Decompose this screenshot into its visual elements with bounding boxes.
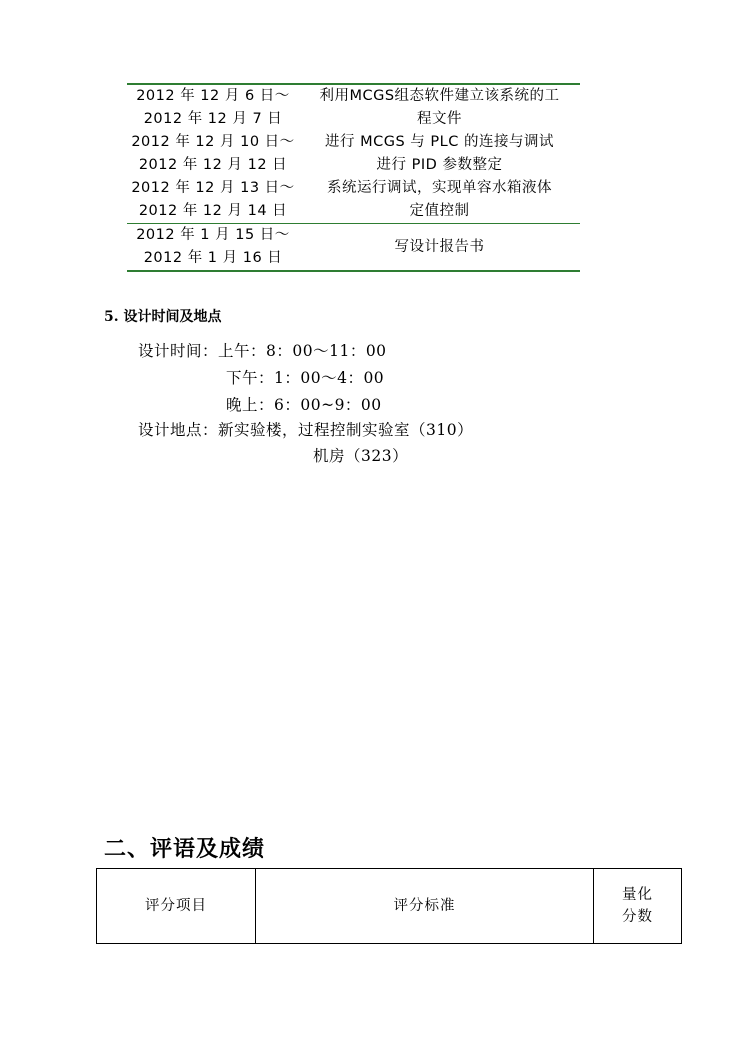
task-line: 利用MCGS组态软件建立该系统的工 bbox=[319, 88, 560, 104]
schedule-row bbox=[127, 84, 580, 131]
task-line: 系统运行调试，实现单容水箱液体 bbox=[327, 180, 552, 196]
grading-header-row bbox=[97, 869, 682, 944]
schedule-date-cell bbox=[127, 131, 299, 177]
grading-table bbox=[96, 868, 682, 944]
time-morning: 上午：8：00～11：00 bbox=[218, 342, 387, 360]
time-label: 设计时间： bbox=[138, 342, 219, 360]
time-evening: 晚上：6：00~9：00 bbox=[226, 396, 382, 414]
design-place-line bbox=[138, 418, 473, 440]
task-line: 程文件 bbox=[417, 111, 462, 127]
schedule-date-cell bbox=[127, 84, 299, 131]
schedule-row bbox=[127, 131, 580, 177]
schedule-row bbox=[127, 177, 580, 224]
date-start: 2012 年 12 月 6 日～ bbox=[136, 88, 290, 104]
schedule-table bbox=[127, 83, 580, 272]
date-start: 2012 年 12 月 10 日～ bbox=[131, 134, 295, 150]
task-line: 进行 MCGS 与 PLC 的连接与调试 bbox=[325, 134, 554, 150]
schedule-row bbox=[127, 224, 580, 272]
date-end: 2012 年 12 月 12 日 bbox=[138, 157, 288, 173]
design-time-line bbox=[138, 339, 387, 361]
section5-heading: 5. 设计时间及地点 bbox=[104, 309, 222, 325]
schedule-task-cell bbox=[299, 131, 580, 177]
date-start: 2012 年 1 月 15 日～ bbox=[136, 227, 290, 243]
place-line1: 新实验楼，过程控制实验室（310） bbox=[218, 421, 474, 439]
place-label: 设计地点： bbox=[138, 421, 219, 439]
header-score bbox=[594, 869, 682, 944]
schedule-date-cell bbox=[127, 177, 299, 224]
time-afternoon: 下午：1：00～4：00 bbox=[226, 369, 385, 387]
task-line: 定值控制 bbox=[409, 203, 470, 219]
date-end: 2012 年 12 月 14 日 bbox=[138, 203, 288, 219]
header-item: 评分项目 bbox=[97, 869, 256, 944]
schedule-task-cell bbox=[299, 177, 580, 224]
section2-heading: 二、评语及成绩 bbox=[104, 837, 266, 862]
date-end: 2012 年 1 月 16 日 bbox=[143, 250, 283, 266]
header-score-line1: 量化 bbox=[622, 887, 653, 903]
place-line2: 机房（323） bbox=[313, 447, 409, 465]
task-line: 进行 PID 参数整定 bbox=[376, 157, 503, 173]
schedule-task-cell bbox=[299, 224, 580, 272]
schedule-task-cell bbox=[299, 84, 580, 131]
date-start: 2012 年 12 月 13 日～ bbox=[131, 180, 295, 196]
header-criteria: 评分标准 bbox=[256, 869, 594, 944]
header-score-line2: 分数 bbox=[622, 909, 653, 925]
task-line: 写设计报告书 bbox=[394, 238, 485, 255]
date-end: 2012 年 12 月 7 日 bbox=[143, 111, 283, 127]
schedule-date-cell bbox=[127, 224, 299, 272]
